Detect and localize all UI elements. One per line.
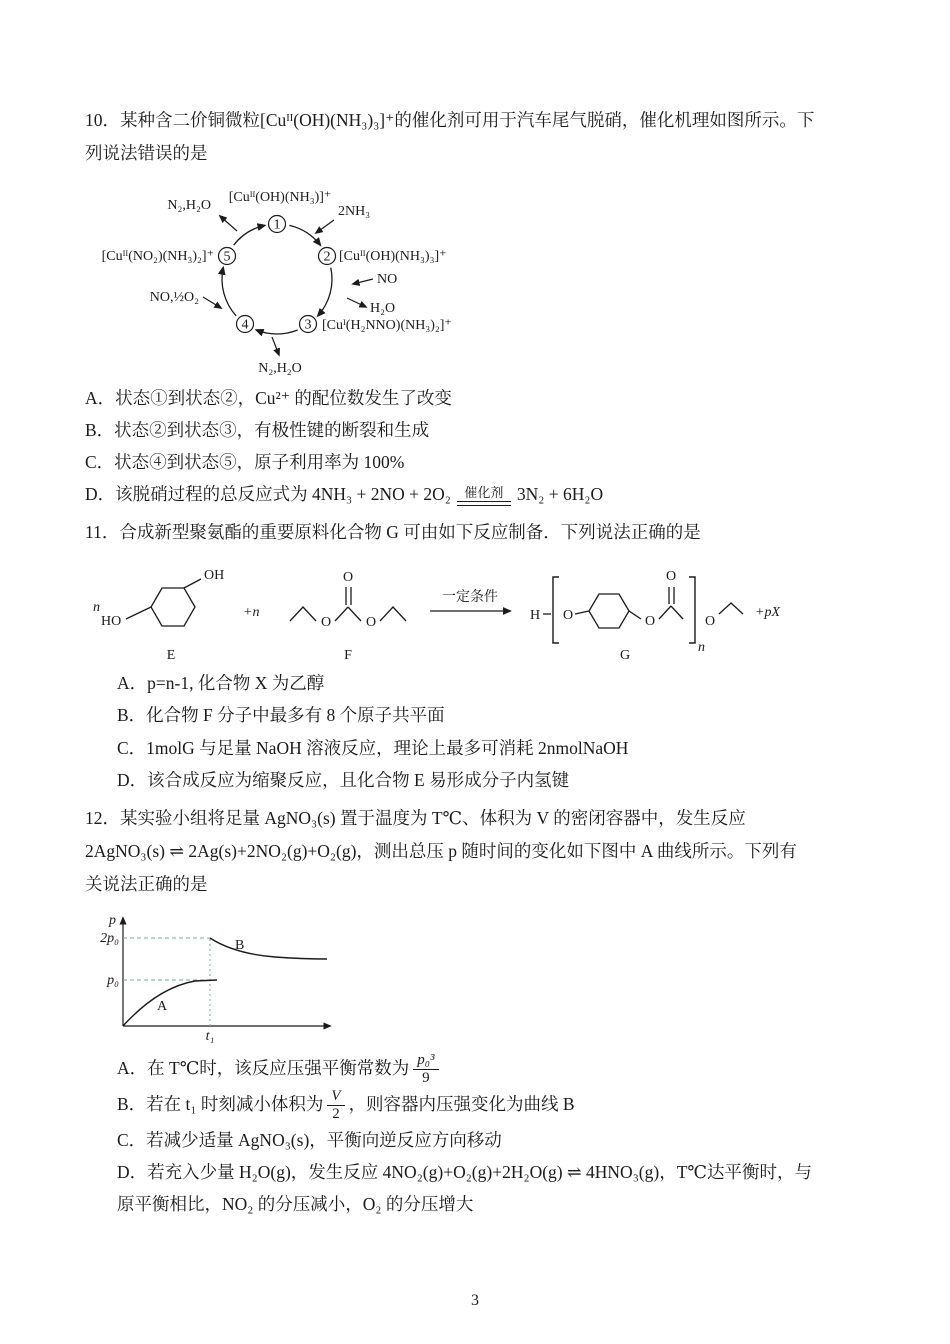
coefficient-n-label: n [93,600,100,616]
fraction-numerator: V [327,1088,344,1106]
compound-f-labels [321,570,376,663]
cyclohexane-ring-g [589,594,629,628]
ethyl-end-bonds [719,603,743,614]
x-tick-t1: t₁ [205,1028,215,1044]
double-line-equals [457,501,511,506]
question-11 [85,516,880,796]
arc-state3-to-state4 [256,330,297,334]
arc-state1-to-state2 [289,225,320,245]
state4-number: 4 [241,317,249,332]
left-bracket [553,577,559,643]
compound-f-structure [290,587,406,621]
q12-stem [85,802,880,902]
q10-option-c: C．状态④到状态⑤，原子利用率为 100% [85,451,405,472]
fraction-denominator: 9 [422,1069,430,1086]
q11-stem-line1: 11．合成新型聚氨酯的重要原料化合物 G 可由如下反应制备．下列说法正确的是 [85,522,701,543]
cycle-formula-left: [Cuᴵᴵ(NO₂)(NH₃)₂]⁺ [101,248,214,264]
curve-a-path [123,980,217,1026]
q10-stem [85,104,880,171]
q12-option-b-prefix: B．若在 t₁ 时刻减小体积为 [117,1093,324,1114]
q10-option-a: A．状态①到状态②，Cu²⁺ 的配位数发生了改变 [85,387,452,408]
q12-option-d-line2: 原平衡相比，NO₂ 的分压减小，O₂ 的分压增大 [117,1193,474,1214]
q12-stem-line3: 关说法正确的是 [85,874,208,895]
arrow-h2o-out [347,298,366,307]
cycle-label-no-o2: NO,½O₂ [149,289,199,305]
q12-option-a [85,1052,880,1088]
q10-option-d-prefix: D．该脱硝过程的总反应式为 4NH₃ + 2NO + 2O₂ [85,483,451,504]
curve-b-label: B [235,937,245,953]
y-tick-2p0: 2p₀ [100,930,119,946]
g-oxygen-3: O [705,614,716,630]
q10-option-d-suffix: 3N₂ + 6H₂O [516,483,604,504]
q12-option-d-line1: D．若充入少量 H₂O(g)，发生反应 4NO₂(g)+O₂(g)+2H₂O(g) ⇌ 4HNO₃(g)，T℃达平衡时，与 [117,1161,812,1182]
compound-e-label: E [166,648,176,664]
q12-stem-line1: 12．某实验小组将足量 AgNO₃(s) 置于温度为 T℃、体积为 V 的密闭容器中，发生反应 [85,807,746,828]
g-oxygen-2: O [645,614,656,630]
g-oxygen-carbonyl: O [666,569,677,585]
ethyl-left-bonds [290,607,316,621]
state1-number: 1 [273,217,281,232]
fraction-numerator: p₀³ [413,1052,438,1070]
arc-state2-to-state3 [318,267,332,315]
graph-axes [123,918,330,1026]
q11-option-d: D．该合成反应为缩聚反应，且化合物 E 易形成分子内氢键 [117,769,570,790]
right-bracket [689,577,695,643]
bond-o-carbonyl-left [335,607,348,621]
bond-o-carbonyl-right [348,607,361,621]
graph-curves [123,938,327,1026]
q10-reaction-condition [457,486,511,506]
reaction-arrow [430,589,510,611]
fraction-p0-cubed-over-9 [413,1052,438,1088]
cycle-label-2nh3: 2NH₃ [338,203,371,219]
bond-ho-ring [126,607,151,619]
bond-ring-ch2 [629,611,641,619]
cycle-label-no: NO [377,271,398,287]
arrow-n2h2o-out-bottom [272,337,279,355]
compound-f-label: F [344,648,352,664]
arrow-2nh3-in [316,220,334,233]
compound-e-labels [93,568,224,663]
cycle-label-n2h2o-bottom: N₂,H₂O [258,360,302,376]
curve-b-path [210,938,327,959]
f-oxygen-carbonyl: O [343,570,354,586]
reaction-condition-label: 一定条件 [442,590,498,606]
state3-number: 3 [304,317,312,332]
arrow-no-in [353,279,373,284]
cycle-formula-top: [Cuᴵᴵ(OH)(NH₃)]⁺ [228,189,332,205]
curve-a-label: A [157,998,168,1014]
reaction-scheme-diagram [85,559,865,667]
bond-o-carbonyl-g [659,606,671,619]
q12-option-c: C．若减少适量 AgNO₃(s)，平衡向逆反应方向移动 [117,1129,502,1150]
plus-n-label: +n [243,605,260,621]
y-axis-label: p [109,912,116,928]
cycle-label-n2h2o-top: N₂,H₂O [167,197,211,213]
q11-option-a: A．p=n-1, 化合物 X 为乙醇 [117,673,325,694]
q10-options [85,383,880,511]
cycle-formula-right: [Cuᴵᴵ(OH)(NH₃)₃]⁺ [339,248,447,264]
pressure-time-graph [95,908,345,1048]
arrow-n2h2o-out-top [220,216,237,231]
q12-option-a-prefix: A．在 T℃时，该反应压强平衡常数为 [117,1057,410,1078]
question-10 [85,104,880,510]
catalytic-cycle-diagram [87,179,487,379]
q11-option-b: B．化合物 F 分子中最多有 8 个原子共平面 [117,705,445,726]
compound-g-label: G [619,648,631,664]
cycle-side-arrows [203,216,373,355]
arc-state4-to-state5 [222,267,236,315]
fraction-denominator: 2 [332,1106,340,1123]
ethyl-right-bonds [380,607,406,621]
state5-number: 5 [223,249,231,264]
graph-labels [100,913,244,1044]
bond-ring-oh [184,579,201,588]
q12-option-b [85,1088,880,1124]
q11-stem [85,516,880,549]
q11-option-c: C．1molG 与足量 NaOH 溶液反应，理论上最多可消耗 2nmolNaOH [117,737,629,758]
ho-group-label: HO [101,614,122,630]
plus-px-label: +pX [755,605,780,621]
cycle-label-h2o: H₂O [370,300,396,316]
q12-stem-line2: 2AgNO₃(s) ⇌ 2Ag(s)+2NO₂(g)+O₂(g)，测出总压 p 随时间的变化如下图中 A 曲线所示。下列有 [85,841,797,862]
f-oxygen-right: O [366,615,377,631]
fraction-v-over-2 [327,1088,344,1124]
cycle-formula-bottom: [Cuᴵ(H₂NNO)(NH₃)₂]⁺ [322,317,452,333]
bond-o-ring [575,611,589,614]
bracket-subscript-n: n [698,640,705,656]
arrow-no-o2-in [203,297,221,308]
g-oxygen-1: O [563,608,574,624]
q10-condition-text: 催化剂 [464,484,504,500]
oh-group-label: OH [204,568,225,584]
q10-stem-line2: 列说法错误的是 [85,143,208,164]
g-hydrogen-label: H [530,608,541,624]
arc-state5-to-state1 [234,225,265,245]
page-number: 3 [471,1292,479,1309]
question-12 [85,802,880,1220]
state2-number: 2 [323,249,331,264]
bond-carbonyl-o-right [671,606,683,619]
q10-stem-line1: 10．某种含二价铜微粒[Cuᴵᴵ(OH)(NH₃)₃]⁺的催化剂可用于汽车尾气脱硝，催化机理如图所示。下 [85,110,815,130]
compound-e-structure [126,579,201,626]
q11-options [85,668,880,796]
q10-option-b: B．状态②到状态③，有极性键的断裂和生成 [85,419,430,440]
q12-option-b-suffix: ，则容器内压强变化为曲线 B [348,1093,575,1114]
f-oxygen-left: O [321,615,332,631]
q10-option-d [85,479,880,510]
compound-g-labels [530,569,780,663]
q12-options [85,1052,880,1220]
cyclohexane-ring-e [151,588,195,626]
y-tick-p0: p₀ [107,972,119,988]
